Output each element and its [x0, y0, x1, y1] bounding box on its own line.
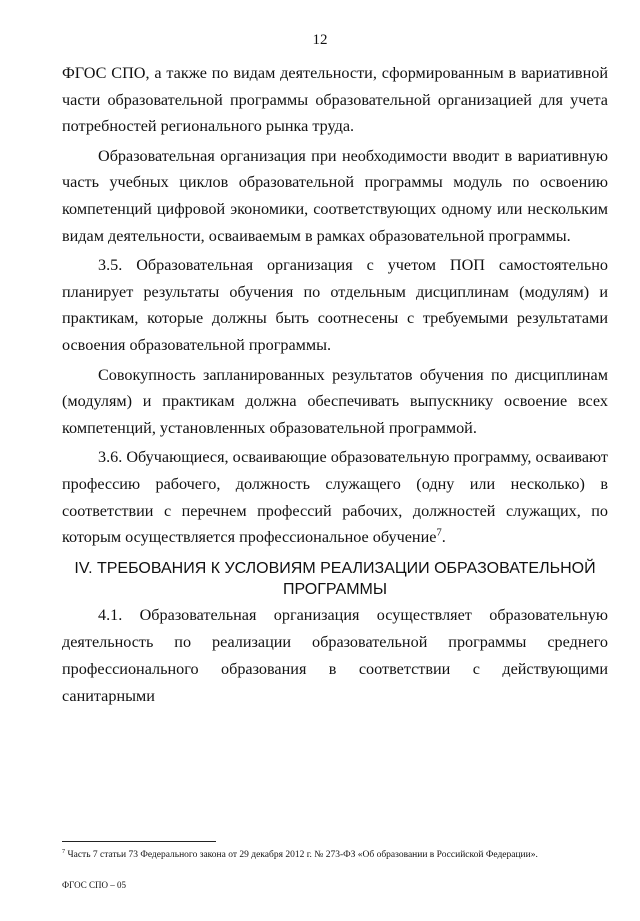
- footnote-reference: 7: [436, 527, 442, 539]
- paragraph-learning-results: Совокупность запланированных результатов обучения по дисциплинам (модулям) и практикам должна обеспечивать выпускнику освоение всех компетенций, установленных образовательной программой.: [62, 365, 608, 437]
- section-body-text: [62, 602, 608, 710]
- paragraph-3-6: 3.6. Обучающиеся, осваивающие образовательную программу, осваивают профессию рабочего, должность служащего (одну или несколько) в соответствии с перечнем профессий рабочих, должностей служащих, по которым осуществляется профессиональное обучение$^7$.: [62, 448, 608, 547]
- paragraph-4-1: 4.1. Образовательная организация осуществляет образовательную деятельность по реализации образовательной программы среднего профессионального образования в соответствии с действующими санитарными: [62, 606, 608, 705]
- section-heading: IV. ТРЕБОВАНИЯ К УСЛОВИЯМ РЕАЛИЗАЦИИ ОБРАЗОВАТЕЛЬНОЙ ПРОГРАММЫ: [74, 560, 596, 598]
- paragraph-3-6-text: 3.6. Обучающиеся, осваивающие образовательную программу, осваивают профессию рабочего, должность служащего (одну или несколько) в соответствии с перечнем профессий рабочих, должностей служащих, по которым осуществляется профессиональное обучение: [62, 448, 608, 547]
- page-number: 12: [312, 32, 328, 48]
- footnote-marker: 7: [62, 848, 66, 855]
- body-text: [62, 60, 608, 554]
- paragraph-continuation: ФГОС СПО, а также по видам деятельности, сформированным в вариативной части образовательной программы образовательной организацией для учета потребностей регионального рынка труда.: [62, 64, 608, 136]
- footnote-divider: [62, 841, 216, 842]
- paragraph-digital-economy: Образовательная организация при необходимости вводит в вариативную часть учебных циклов образовательной программы модуль по освоению компетенций цифровой экономики, соответствующих одному или нескольким видам деятельности, осваиваемым в рамках образовательной программы.: [62, 146, 608, 245]
- form-code: ФГОС СПО – 05: [62, 880, 126, 890]
- footnote: [62, 849, 622, 861]
- footnote-text: Часть 7 статьи 73 Федерального закона от 29 декабря 2012 г. № 273-ФЗ «Об образовании в Российской Федерации».: [67, 850, 538, 860]
- paragraph-3-5: 3.5. Образовательная организация с учетом ПОП самостоятельно планирует результаты обучения по отдельным дисциплинам (модулям) и практикам, которые должны быть соотнесены с требуемыми результатами освоения образовательной программы.: [62, 256, 608, 354]
